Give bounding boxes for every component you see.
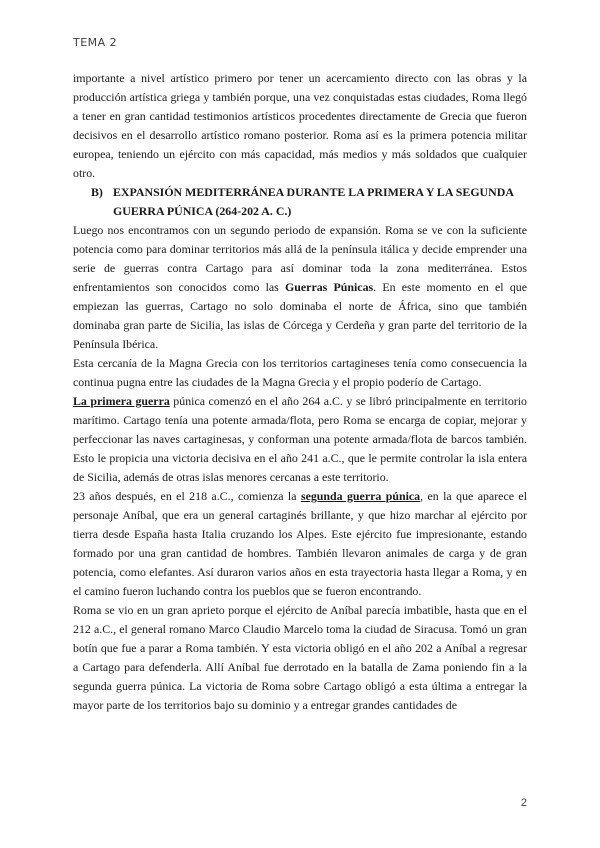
paragraph-magna-grecia: Esta cercanía de la Magna Grecia con los territorios cartagineses tenía como consecuencia la continua pugna entre las ciudades de la Magna Grecia y el propio poderío de Cartago. — [73, 356, 527, 389]
paragraph-intro: importante a nivel artístico primero por tener un acercamiento directo con las obras y la producción artística griega y también porque, una vez conquistadas estas ciudades, Roma llegó a tener en gran cantidad testimonios artísticos procedentes directamente de Grecia que fueron decisivos en el desarrollo artístico romano posterior. Roma así es la primera potencia militar europea, teniendo un ejército con más capacidad, más medios y más soldados que cualquier otro. — [73, 71, 527, 180]
paragraph-text: 23 años después, en el 218 a.C., comienza la — [73, 489, 301, 503]
paragraph-expansion — [73, 221, 527, 354]
paragraph-text: Luego nos encontramos con un segundo periodo de expansión. Roma se ve con la suficiente potencia como para dominar territorios más allá de la península itálica y decide emprender una serie de guerras contra Cartago para así dominar toda la zona mediterránea. Estos enfrentamientos son conocidos como las — [73, 223, 527, 294]
term-guerras-punicas: Guerras Púnicas — [285, 280, 374, 294]
heading-text: EXPANSIÓN MEDITERRÁNEA DURANTE LA PRIMERA Y LA SEGUNDA GUERRA PÚNICA (264-202 A. C.) — [113, 185, 514, 218]
paragraph-text: púnica comenzó en el año 264 a.C. y se libró principalmente en territorio marítimo. Cartago tenía una potente armada/flota, pero Roma se encarga de copiar, mejorar y perfeccionar las naves cartaginesas, y conforman una potente armada/flota de barcos también. Esto le propicia una victoria decisiva en el año 241 a.C., que le permite controlar la isla entera de Sicilia, además de otras islas menores cercanas a este territorio. — [73, 394, 527, 484]
document-body — [73, 69, 527, 715]
paragraph-text: . En este momento en el que empiezan las guerras, Cartago no solo dominaba el norte de África, sino que también dominaba gran parte de Sicilia, las islas de Córcega y Cerdeña y gran parte del territorio de la Península Ibérica. — [73, 280, 527, 351]
term-primera-guerra: La primera guerra — [73, 394, 170, 408]
page-number: 2 — [520, 797, 527, 809]
heading-letter: B) — [91, 185, 103, 199]
section-heading — [73, 183, 527, 221]
paragraph-text: , en la que aparece el personaje Aníbal, que era un general cartaginés brillante, y que hizo marchar al ejército por tierra desde España hasta Italia cruzando los Alpes. Este ejército fue impresionante, estando formado por una gran cantidad de hombres. También llevaron animales de carga y de gran potencia, como elefantes. Así duraron varios años en esta trayectoria hasta llegar a Roma, y en el camino fueron luchando contra los pueblos que se fueron encontrando. — [73, 489, 527, 598]
paragraph-second-war — [73, 487, 527, 601]
term-segunda-guerra: segunda guerra púnica — [300, 489, 421, 503]
page-header: TEMA 2 — [73, 36, 118, 49]
paragraph-first-war — [73, 392, 527, 487]
paragraph-roma-victory: Roma se vio en un gran aprieto porque el ejército de Aníbal parecía imbatible, hasta que en el 212 a.C., el general romano Marco Claudio Marcelo toma la ciudad de Siracusa. Tomó un gran botín que fue a parar a Roma también. Y esta victoria obligó en el año 202 a Aníbal a regresar a Cartago para defenderla. Allí Aníbal fue derrotado en la batalla de Zama poniendo fin a la segunda guerra púnica. La victoria de Roma sobre Cartago obligó a esta última a entregar la mayor parte de los territorios bajo su dominio y a entregar grandes cantidades de — [73, 603, 527, 712]
